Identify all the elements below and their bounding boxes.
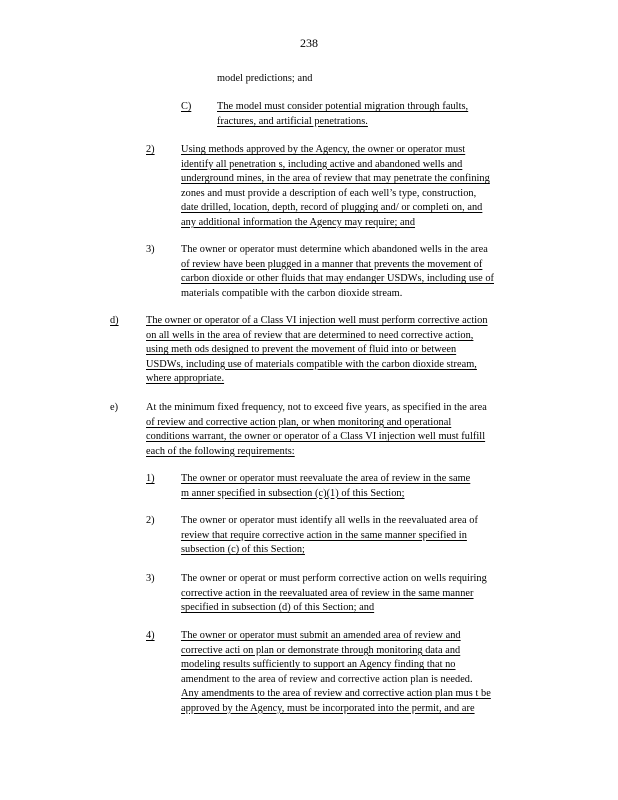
text-line: conditions warrant, the owner or operator of a Class VI injection well must fulfill xyxy=(146,431,486,442)
text-line: The owner or operator must determine which abandoned wells in the area xyxy=(181,244,488,255)
text-line: USDWs, including use of materials compatible with the carbon dioxide stream, xyxy=(146,358,477,370)
text-line: underground mines, in the area of review that may penetrate the confining xyxy=(181,173,490,184)
text-line: The model must consider potential migration through faults, xyxy=(217,101,469,112)
text-line: The owner or operator must reevaluate the area of review in the same xyxy=(181,473,471,484)
text-line: where appropriate. xyxy=(146,373,225,384)
list-marker: 3) xyxy=(146,573,155,584)
text-line: any additional information the Agency may require; and xyxy=(181,216,416,228)
text-line: on all wells in the area of review that are determined to need corrective action, xyxy=(146,329,474,341)
text-line: subsection (c) of this Section; xyxy=(181,544,305,555)
text-line: m anner specified in subsection (c)(1) of this Section; xyxy=(181,487,405,499)
list-marker: 3) xyxy=(146,244,155,255)
text-line: amendment to the area of review and corrective action plan is needed. xyxy=(181,673,473,685)
text-line: date drilled, location, depth, record of plugging and/ or completi on, and xyxy=(181,202,483,213)
text-line: corrective action in the reevaluated area of review in the same manner xyxy=(181,587,474,599)
text-line: model predictions; and xyxy=(217,73,313,84)
text-line: each of the following requirements: xyxy=(146,445,295,457)
list-marker: d) xyxy=(110,315,119,326)
text-line: identify all penetration s, including active and abandoned wells and xyxy=(181,158,463,170)
text-line: zones and must provide a description of each well’s type, construction, xyxy=(181,187,477,199)
text-line: The owner or operat or must perform corrective action on wells requiring xyxy=(181,573,487,584)
text-line: modeling results sufficiently to support an Agency finding that no xyxy=(181,659,456,670)
list-marker: e) xyxy=(110,402,118,413)
text-line: of review and corrective action plan, or when monitoring and operational xyxy=(146,416,452,428)
text-line: review that require corrective action in the same manner specified in xyxy=(181,529,467,541)
list-marker: C) xyxy=(181,101,192,112)
text-line: carbon dioxide or other fluids that may endanger USDWs, including use of xyxy=(181,273,495,284)
list-marker: 1) xyxy=(146,473,155,484)
list-marker: 2) xyxy=(146,144,155,155)
text-line: At the minimum fixed frequency, not to exceed five years, as specified in the area xyxy=(146,402,487,413)
list-marker: 2) xyxy=(146,515,155,526)
text-line: The owner or operator must identify all wells in the reevaluated area of xyxy=(181,515,478,526)
list-marker: 4) xyxy=(146,630,155,641)
page-number: 238 xyxy=(300,36,318,50)
text-line: The owner or operator must submit an amended area of review and xyxy=(181,630,461,641)
text-line: fractures, and artificial penetrations. xyxy=(217,115,368,127)
text-line: approved by the Agency, must be incorporated into the permit, and are xyxy=(181,702,475,714)
text-line: Any amendments to the area of review and corrective action plan mus t be xyxy=(181,688,491,699)
text-line: specified in subsection (d) of this Section; and xyxy=(181,602,375,613)
text-line: materials compatible with the carbon dioxide stream. xyxy=(181,287,403,299)
text-line: The owner or operator of a Class VI injection well must perform corrective action xyxy=(146,315,488,326)
text-line: using meth ods designed to prevent the movement of fluid into or between xyxy=(146,344,457,355)
text-line: of review have been plugged in a manner that prevents the movement of xyxy=(181,258,483,270)
text-line: corrective acti on plan or demonstrate through monitoring data and xyxy=(181,644,461,656)
text-line: Using methods approved by the Agency, the owner or operator must xyxy=(181,144,466,155)
